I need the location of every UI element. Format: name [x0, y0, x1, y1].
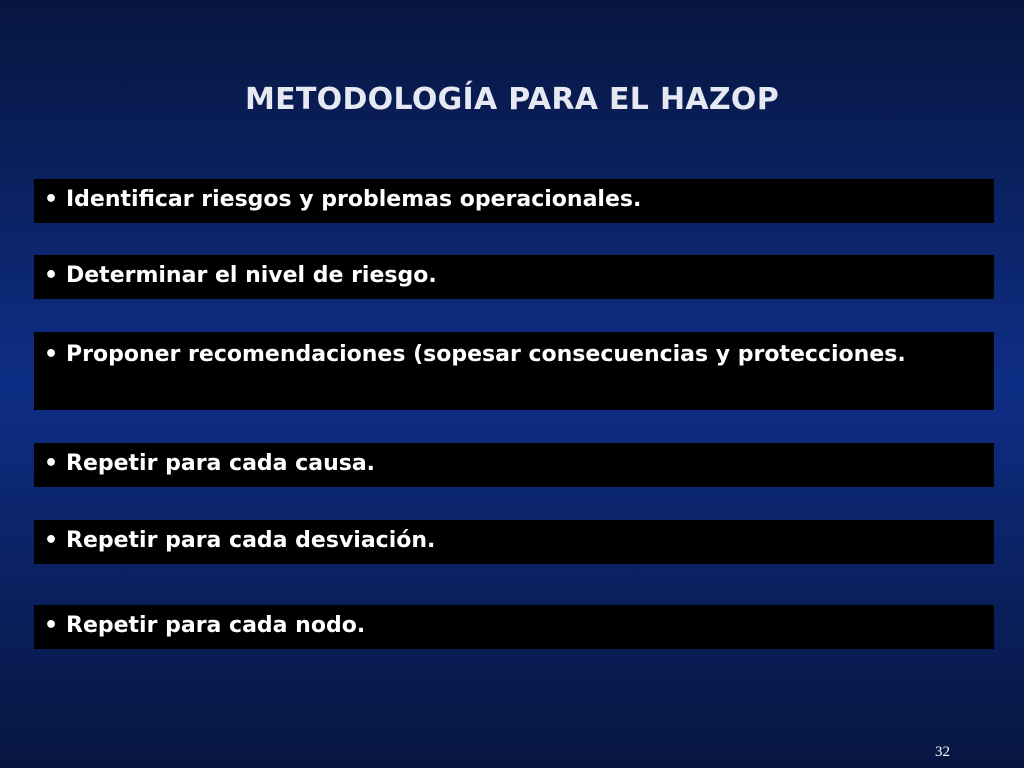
- bullet-text: Determinar el nivel de riesgo.: [66, 263, 437, 288]
- bullet-icon: •: [44, 187, 59, 212]
- bullet-item-repetir-nodo: [34, 605, 994, 649]
- bullet-item-repetir-causa: [34, 443, 994, 487]
- bullet-icon: •: [44, 451, 59, 476]
- bullet-icon: •: [44, 613, 59, 638]
- bullet-text: Repetir para cada nodo.: [66, 613, 366, 638]
- bullet-item-repetir-desviacion: [34, 520, 994, 564]
- bullet-text: Repetir para cada desviación.: [66, 528, 436, 553]
- bullet-text: Identificar riesgos y problemas operacionales.: [66, 187, 642, 212]
- bullet-icon: •: [44, 342, 59, 367]
- slide-title: METODOLOGÍA PARA EL HAZOP: [244, 82, 780, 117]
- bullet-item-identificar: [34, 179, 994, 223]
- bullet-text: Proponer recomendaciones (sopesar consecuencias y protecciones.: [66, 342, 906, 367]
- bullet-item-proponer: [34, 332, 994, 410]
- bullet-icon: •: [44, 528, 59, 553]
- page-number: 32: [935, 744, 950, 760]
- bullet-icon: •: [44, 263, 59, 288]
- bullet-text: Repetir para cada causa.: [66, 451, 376, 476]
- bullet-item-determinar: [34, 255, 994, 299]
